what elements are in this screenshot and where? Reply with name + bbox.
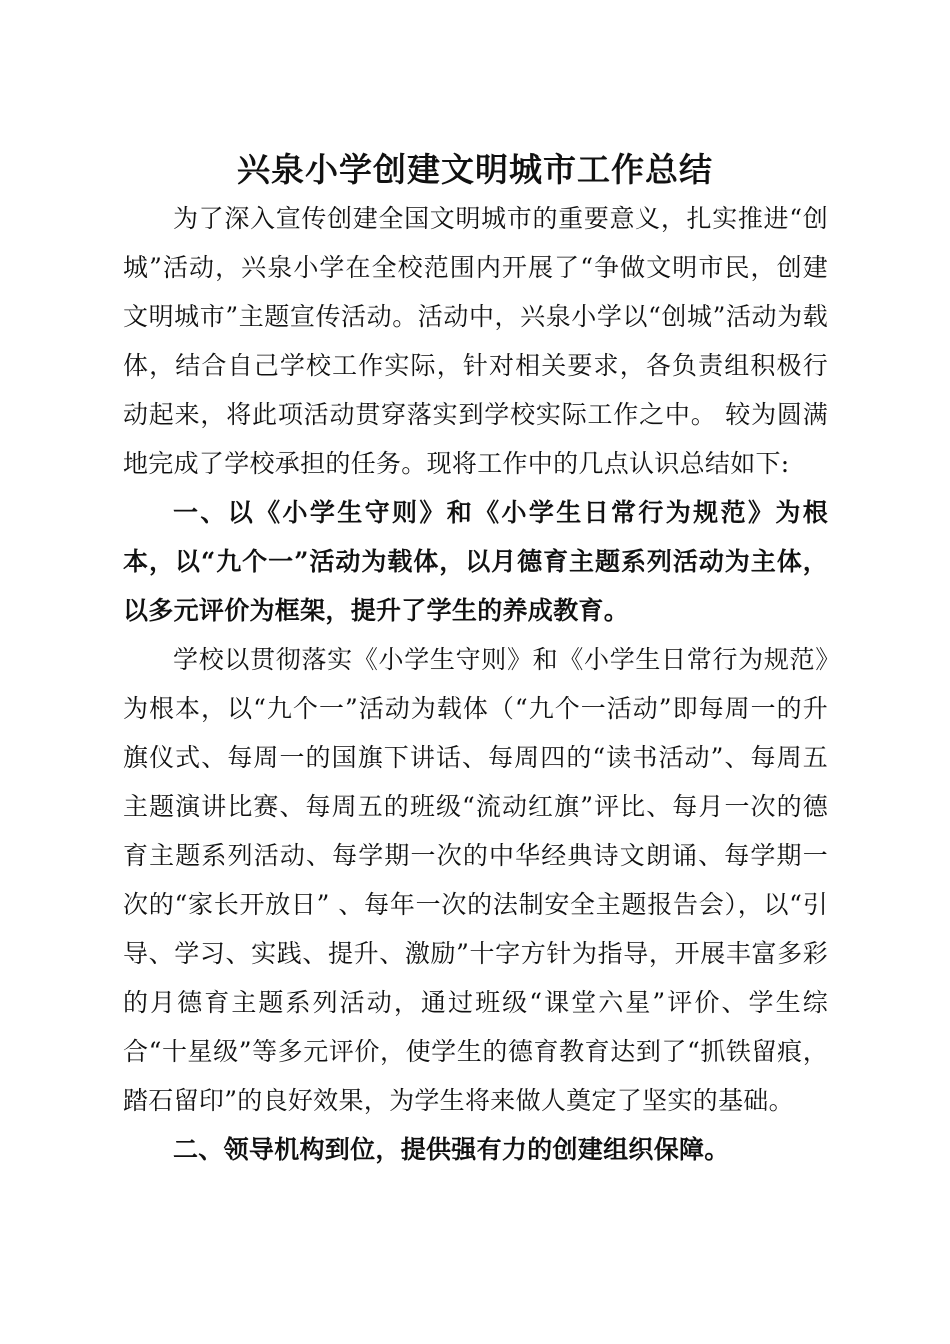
section-heading-1: 一、以《小学生守则》和《小学生日常行为规范》为根本，以“九个一”活动为载体，以月德育主题系列活动为主体，以多元评价为框架，提升了学生的养成教育。: [123, 498, 828, 625]
document-body: [123, 194, 828, 1174]
section-1-paragraph: 学校以贯彻落实《小学生守则》和《小学生日常行为规范》为根本，以“九个一”活动为载体（“九个一活动”即每周一的升旗仪式、每周一的国旗下讲话、每周四的“读书活动”、每周五主题演讲比赛、每周五的班级“流动红旗”评比、每月一次的德育主题系列活动、每学期一次的中华经典诗文朗诵、每学期一次的“家长开放日” 、每年一次的法制安全主题报告会），以“引导、学习、实践、提升、激励”十字方针为指导，开展丰富多彩的月德育主题系列活动，通过班级“课堂六星”评价、学生综合“十星级”等多元评价，使学生的德育教育达到了“抓铁留痕，踏石留印”的良好效果，为学生将来做人奠定了坚实的基础。: [123, 645, 828, 1115]
document-title: 兴泉小学创建文明城市工作总结: [237, 150, 713, 189]
intro-paragraph: 为了深入宣传创建全国文明城市的重要意义，扎实推进“创城”活动，兴泉小学在全校范围内开展了“争做文明市民，创建文明城市”主题宣传活动。活动中，兴泉小学以“创城”活动为载体，结合自己学校工作实际，针对相关要求，各负责组积极行动起来，将此项活动贯穿落实到学校实际工作之中。 较为圆满地完成了学校承担的任务。现将工作中的几点认识总结如下:: [123, 204, 828, 478]
section-heading-2: 二、领导机构到位，提供强有力的创建组织保障。: [173, 1135, 730, 1164]
